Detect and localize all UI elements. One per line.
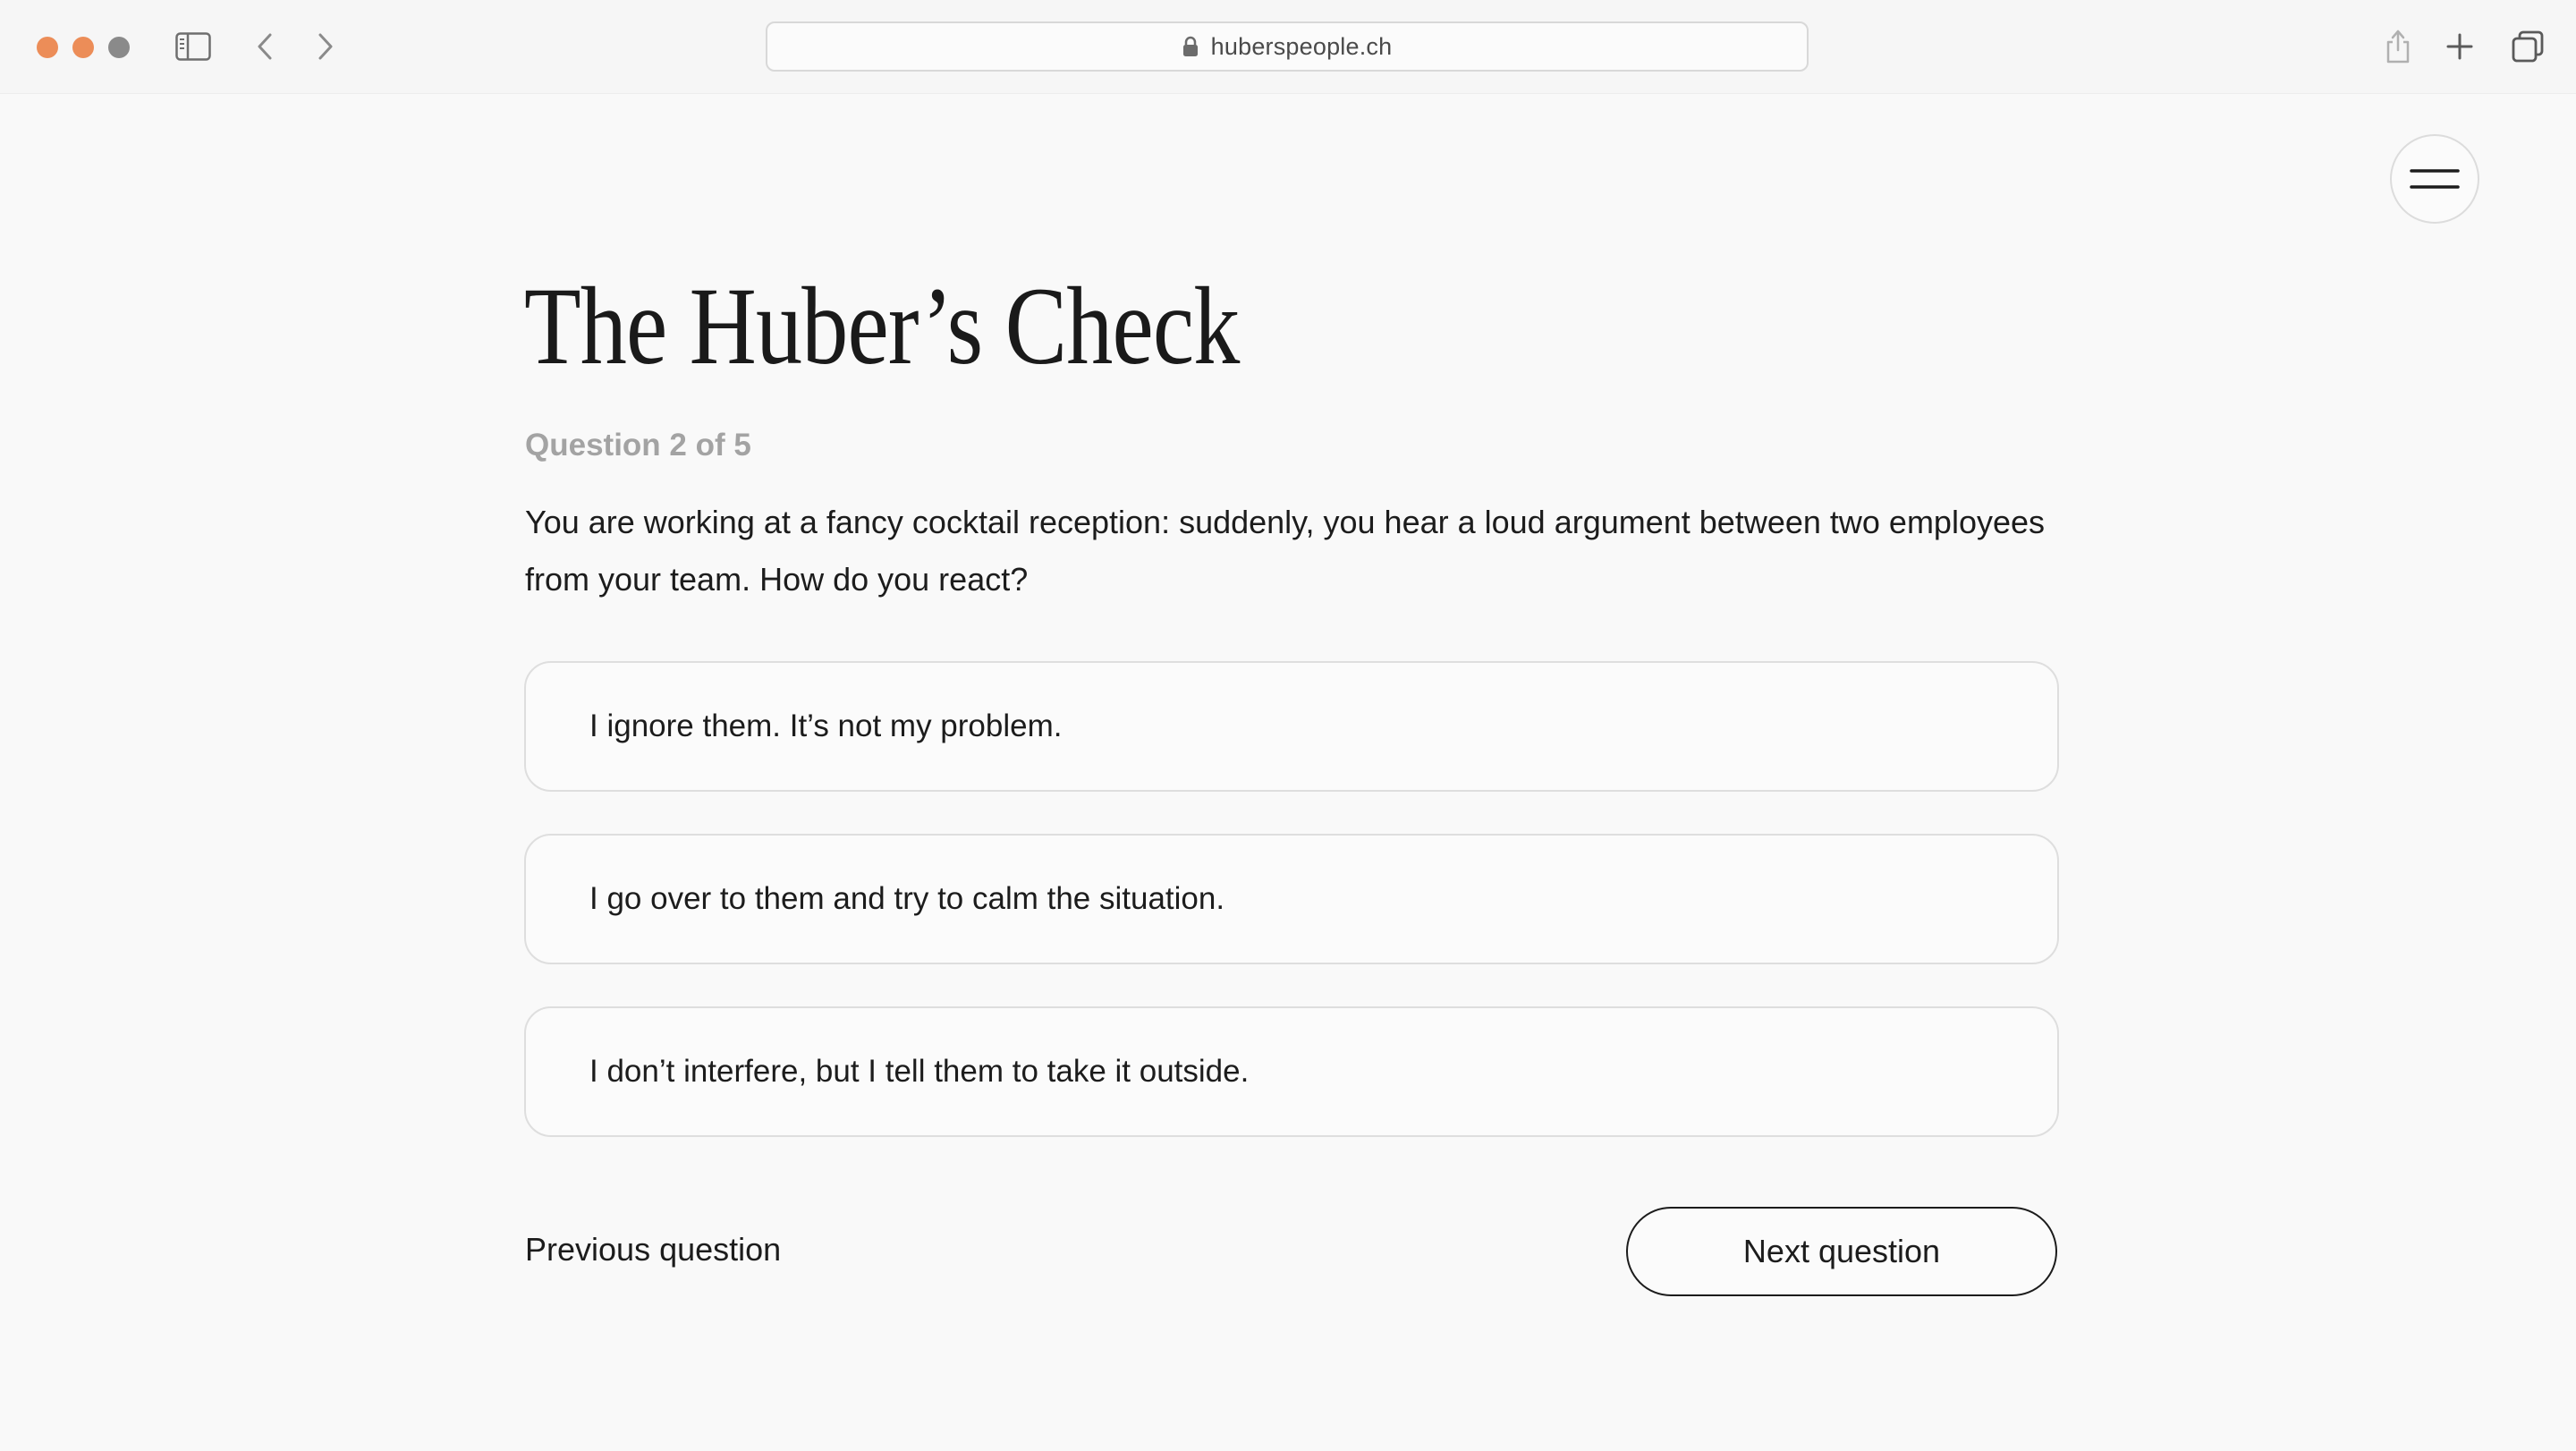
answer-option-label: I don’t interfere, but I tell them to take it outside. — [589, 1054, 1250, 1089]
next-question-button[interactable]: Next question — [1626, 1207, 2057, 1296]
answer-option-label: I go over to them and try to calm the situation. — [589, 881, 1225, 916]
browser-toolbar — [0, 0, 2576, 94]
share-icon — [2384, 29, 2412, 64]
page-title: The Huber’s Check — [524, 265, 1240, 387]
tab-overview-button[interactable] — [2506, 25, 2549, 68]
new-tab-button[interactable] — [2438, 25, 2481, 68]
sidebar-icon — [175, 32, 211, 61]
zoom-window-button[interactable] — [108, 37, 130, 58]
previous-question-link[interactable]: Previous question — [525, 1231, 782, 1268]
minimize-window-button[interactable] — [72, 37, 94, 58]
share-button[interactable] — [2377, 25, 2419, 68]
answer-option-3[interactable] — [524, 1006, 2059, 1137]
answer-options — [524, 661, 2059, 1179]
question-text: You are working at a fancy cocktail reception: suddenly, you hear a loud argument between two employees from your team. How do you react? — [525, 504, 2046, 598]
close-window-button[interactable] — [37, 37, 58, 58]
back-button[interactable] — [243, 25, 286, 68]
address-url: huberspeople.ch — [1210, 32, 1393, 60]
forward-button[interactable] — [304, 25, 347, 68]
sidebar-toggle-button[interactable] — [172, 25, 215, 68]
lock-icon — [1182, 36, 1199, 57]
hamburger-icon — [2410, 164, 2460, 194]
plus-icon — [2445, 32, 2474, 61]
question-progress: Question 2 of 5 — [525, 428, 751, 462]
address-bar[interactable] — [766, 21, 1809, 72]
answer-option-label: I ignore them. It’s not my problem. — [589, 709, 1063, 743]
answer-option-2[interactable] — [524, 834, 2059, 964]
chevron-left-icon — [255, 32, 275, 61]
tabs-overview-icon — [2511, 30, 2545, 64]
answer-option-1[interactable] — [524, 661, 2059, 792]
menu-button[interactable] — [2390, 134, 2479, 224]
chevron-right-icon — [316, 32, 335, 61]
